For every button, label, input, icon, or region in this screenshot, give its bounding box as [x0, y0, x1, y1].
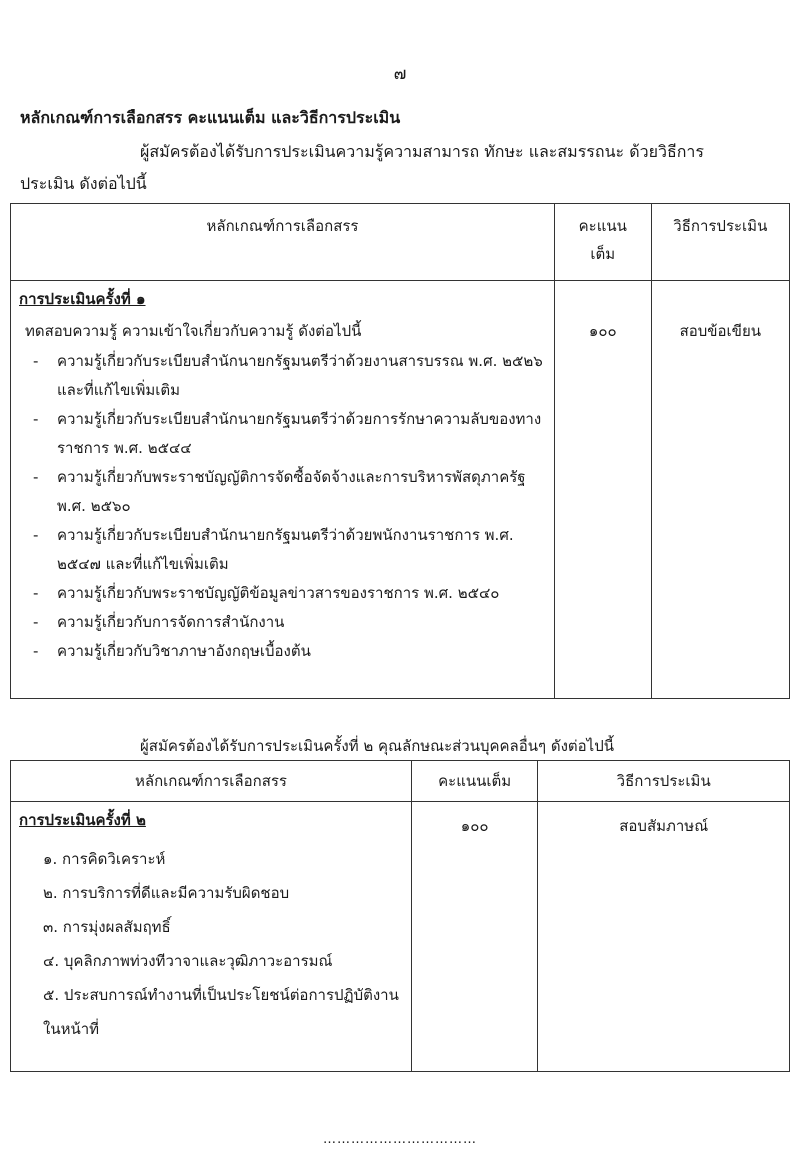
- section-lead: ทดสอบความรู้ ความเข้าใจเกี่ยวกับความรู้ ดังต่อไปนี้: [25, 322, 362, 340]
- criteria-cell: [11, 802, 412, 1072]
- header-method: วิธีการประเมิน: [651, 204, 789, 281]
- method-cell: สอบสัมภาษณ์: [538, 802, 790, 1072]
- list-item: ๑. การคิดวิเคราะห์: [43, 850, 166, 868]
- page-number: ๗: [393, 64, 407, 84]
- score-cell: ๑๐๐: [411, 802, 537, 1072]
- intro-paragraph-line-1: ผู้สมัครต้องได้รับการประเมินความรู้ความสามารถ ทักษะ และสมรรถนะ ด้วยวิธีการ: [140, 142, 704, 161]
- list-item: - ความรู้เกี่ยวกับระเบียบสำนักนายกรัฐมนตรีว่าด้วยการรักษาความลับของทางราชการ พ.ศ. ๒๕๔๔: [11, 405, 554, 463]
- criteria-table-2: [10, 760, 790, 1072]
- list-item: - ความรู้เกี่ยวกับการจัดการสำนักงาน: [11, 608, 554, 637]
- page-title: หลักเกณฑ์การเลือกสรร คะแนนเต็ม และวิธีการประเมิน: [20, 108, 401, 127]
- list-item: ๓. การมุ่งผลสัมฤทธิ์: [43, 918, 171, 936]
- knowledge-list: [11, 347, 554, 666]
- list-item: - ความรู้เกี่ยวกับพระราชบัญญัติการจัดซื้อจัดจ้างและการบริหารพัสดุภาครัฐ พ.ศ. ๒๕๖๐: [11, 463, 554, 521]
- intro-paragraph-line-2: ประเมิน ดังต่อไปนี้: [20, 174, 147, 193]
- header-score: คะแนน เต็ม: [554, 204, 651, 281]
- list-item: - ความรู้เกี่ยวกับระเบียบสำนักนายกรัฐมนตรีว่าด้วยงานสารบรรณ พ.ศ. ๒๕๒๖ และที่แก้ไขเพิ่มเติม: [11, 347, 554, 405]
- list-item: ๒. การบริการที่ดีและมีความรับผิดชอบ: [43, 884, 290, 902]
- table-header-row: [11, 204, 790, 281]
- list-item: - ความรู้เกี่ยวกับระเบียบสำนักนายกรัฐมนตรีว่าด้วยพนักงานราชการ พ.ศ. ๒๕๔๗ และที่แก้ไขเพิ่มเติม: [11, 521, 554, 579]
- list-item: ๔. บุคลิกภาพท่วงทีวาจาและวุฒิภาวะอารมณ์: [43, 952, 333, 970]
- footer-dots: ……………………………: [323, 1132, 477, 1147]
- attribute-list: [11, 842, 411, 1046]
- section-title: การประเมินครั้งที่ ๑: [19, 290, 146, 308]
- method-cell: สอบข้อเขียน: [651, 281, 789, 699]
- criteria-table-1: [10, 203, 790, 699]
- list-item: - ความรู้เกี่ยวกับวิชาภาษาอังกฤษเบื้องต้น: [11, 637, 554, 666]
- score-cell: ๑๐๐: [554, 281, 651, 699]
- header-method: วิธีการประเมิน: [538, 761, 790, 802]
- list-item: ๕. ประสบการณ์ทำงานที่เป็นประโยชน์ต่อการปฏิบัติงานในหน้าที่: [43, 986, 399, 1038]
- header-criteria: หลักเกณฑ์การเลือกสรร: [11, 761, 412, 802]
- header-criteria: หลักเกณฑ์การเลือกสรร: [11, 204, 555, 281]
- intro-paragraph-3: ผู้สมัครต้องได้รับการประเมินครั้งที่ ๒ คุณลักษณะส่วนบุคคลอื่นๆ ดังต่อไปนี้: [140, 737, 614, 755]
- criteria-cell: [11, 281, 555, 699]
- table-header-row: [11, 761, 790, 802]
- table-row: [11, 802, 790, 1072]
- table-row: [11, 281, 790, 699]
- header-score: คะแนนเต็ม: [411, 761, 537, 802]
- section-title: การประเมินครั้งที่ ๒: [19, 811, 146, 829]
- list-item: - ความรู้เกี่ยวกับพระราชบัญญัติข้อมูลข่าวสารของราชการ พ.ศ. ๒๕๔๐: [11, 579, 554, 608]
